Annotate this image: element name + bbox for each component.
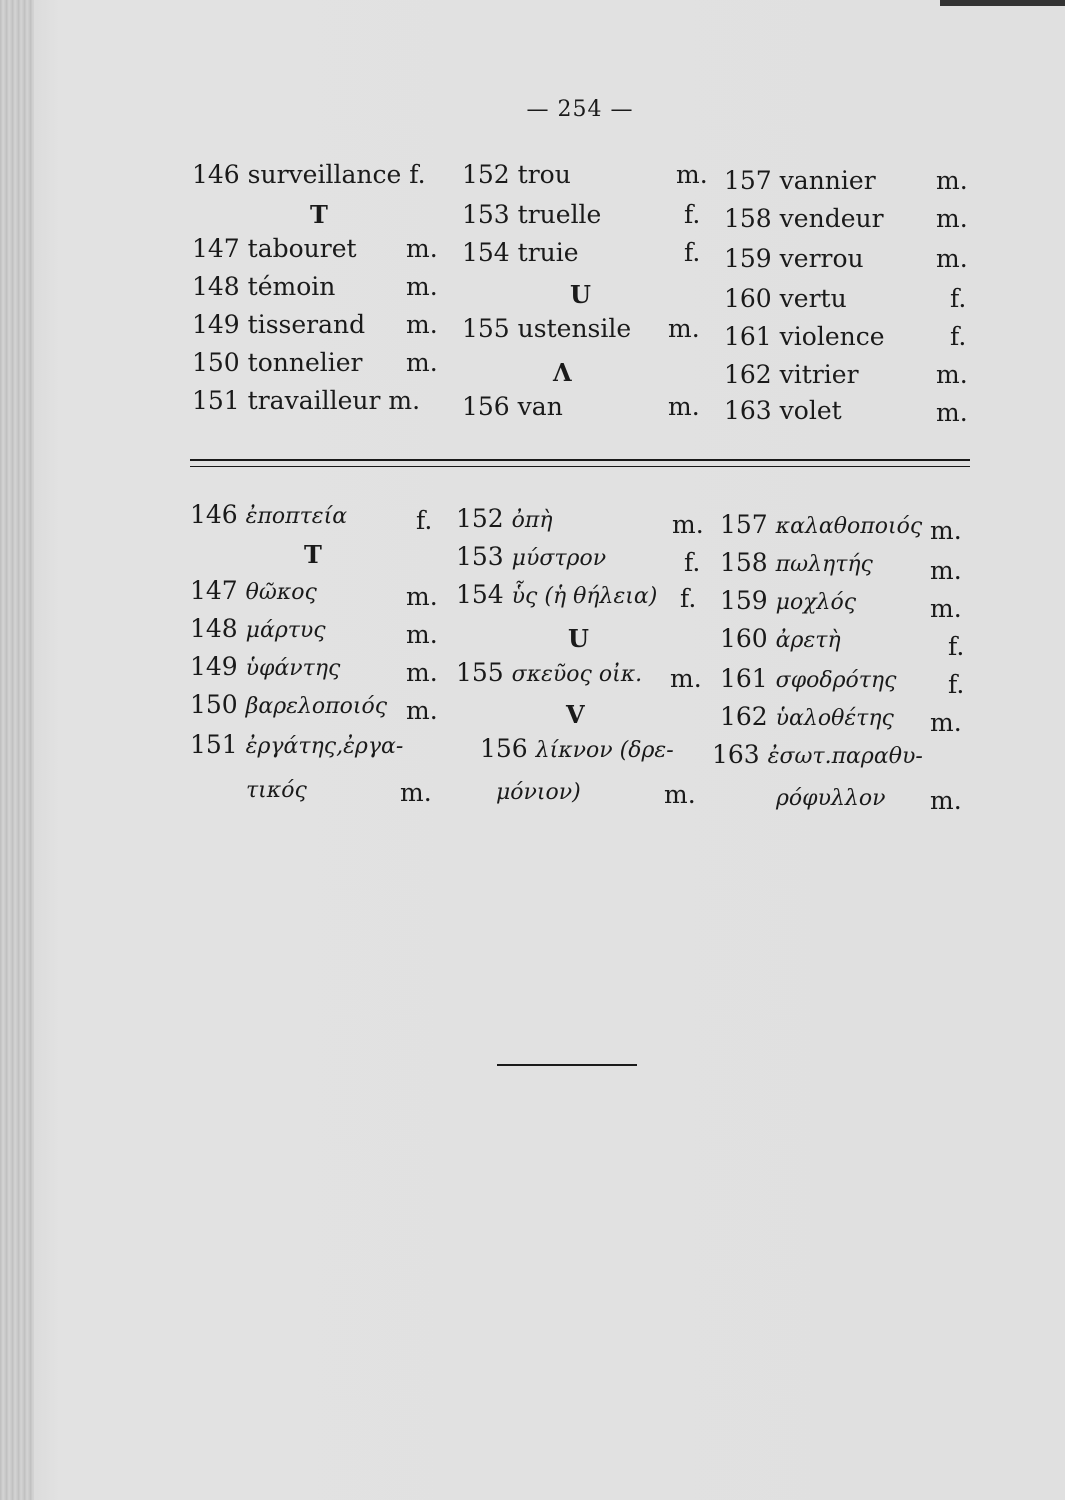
section-divider-bottom <box>190 466 970 467</box>
fr-gender-154: f. <box>684 238 701 267</box>
gr-gender-154: f. <box>680 584 697 613</box>
fr-gender-162: m. <box>936 360 968 389</box>
section-divider-top <box>190 459 970 461</box>
fr-entry-146: 146 surveillance f. <box>192 160 426 189</box>
fr-entry-162: 162 vitrier <box>724 360 859 389</box>
fr-entry-159: 159 verrou <box>724 244 864 273</box>
gr-gender-146: f. <box>416 506 433 535</box>
gr-gender-149: m. <box>406 658 438 687</box>
gr-entry-151-continued: τικός <box>246 778 307 803</box>
gr-gender-158: m. <box>930 556 962 585</box>
gr-entry-162: 162 ὑαλοθέτης <box>720 702 894 731</box>
page-number: — 254 — <box>526 97 634 122</box>
fr-entry-156: 156 van <box>462 392 563 421</box>
fr-gender-150: m. <box>406 348 438 377</box>
fr-gender-148: m. <box>406 272 438 301</box>
gr-section-letter-u: U <box>568 624 589 653</box>
gr-entry-146: 146 ἐποπτεία <box>190 500 348 529</box>
gr-gender-163: m. <box>930 786 962 815</box>
gr-entry-163-continued: ρόφυλλον <box>776 786 886 811</box>
fr-gender-156: m. <box>668 392 700 421</box>
gr-entry-154: 154 ὗς (ἡ θήλεια) <box>456 580 658 609</box>
gr-gender-148: m. <box>406 620 438 649</box>
scan-edge-mark <box>940 0 1065 6</box>
fr-section-letter-u: U <box>570 280 591 309</box>
fr-entry-151: 151 travailleur m. <box>192 386 421 415</box>
fr-entry-152: 152 trou <box>462 160 571 189</box>
gr-entry-161: 161 σφοδρότης <box>720 664 897 693</box>
gr-entry-159: 159 μοχλός <box>720 586 857 615</box>
gr-entry-148: 148 μάρτυς <box>190 614 326 643</box>
fr-entry-161: 161 violence <box>724 322 885 351</box>
gr-entry-151: 151 ἐργάτης,ἐργα- <box>190 730 404 759</box>
fr-entry-148: 148 témoin <box>192 272 336 301</box>
gr-gender-157: m. <box>930 516 962 545</box>
fr-gender-158: m. <box>936 204 968 233</box>
end-rule <box>497 1064 637 1066</box>
gr-entry-149: 149 ὑφάντης <box>190 652 341 681</box>
gr-entry-158: 158 πωλητής <box>720 548 873 577</box>
fr-entry-155: 155 ustensile <box>462 314 632 343</box>
gr-gender-152: m. <box>672 510 704 539</box>
fr-entry-153: 153 truelle <box>462 200 602 229</box>
fr-gender-155: m. <box>668 314 700 343</box>
fr-gender-161: f. <box>950 322 967 351</box>
fr-gender-159: m. <box>936 244 968 273</box>
fr-gender-153: f. <box>684 200 701 229</box>
fr-gender-147: m. <box>406 234 438 263</box>
gr-gender-151: m. <box>400 778 432 807</box>
gr-gender-155: m. <box>670 664 702 693</box>
fr-gender-152: m. <box>676 160 708 189</box>
gr-section-letter-t: T <box>304 540 322 569</box>
fr-entry-150: 150 tonnelier <box>192 348 363 377</box>
fr-entry-149: 149 tisserand <box>192 310 366 339</box>
fr-entry-163: 163 volet <box>724 396 842 425</box>
gr-gender-147: m. <box>406 582 438 611</box>
gr-gender-156: m. <box>664 780 696 809</box>
fr-gender-157: m. <box>936 166 968 195</box>
gr-entry-156-continued: μόνιον) <box>496 780 581 805</box>
gr-entry-156: 156 λίκνον (δρε- <box>480 734 674 763</box>
fr-entry-147: 147 tabouret <box>192 234 357 263</box>
gr-gender-161: f. <box>948 670 965 699</box>
gr-entry-150: 150 βαρελοποιός <box>190 690 388 719</box>
fr-gender-163: m. <box>936 398 968 427</box>
fr-entry-158: 158 vendeur <box>724 204 884 233</box>
gr-entry-163: 163 ἐσωτ.παραθυ- <box>712 740 923 769</box>
gr-gender-160: f. <box>948 632 965 661</box>
gr-gender-150: m. <box>406 696 438 725</box>
gr-entry-152: 152 ὀπὴ <box>456 504 553 533</box>
gr-entry-157: 157 καλαθοποιός <box>720 510 923 539</box>
fr-entry-154: 154 truie <box>462 238 579 267</box>
fr-entry-160: 160 vertu <box>724 284 847 313</box>
gr-entry-153: 153 μύστρον <box>456 542 607 571</box>
gr-entry-160: 160 ἀρετὴ <box>720 624 841 653</box>
book-spine-shadow <box>0 0 34 1500</box>
gr-gender-153: f. <box>684 548 701 577</box>
fr-entry-157: 157 vannier <box>724 166 876 195</box>
gr-entry-155: 155 σκεῦος οἰκ. <box>456 658 643 687</box>
gr-gender-162: m. <box>930 708 962 737</box>
gr-entry-147: 147 θῶκος <box>190 576 317 605</box>
fr-section-letter-t: T <box>310 200 328 229</box>
fr-gender-149: m. <box>406 310 438 339</box>
gr-section-letter-v: V <box>566 700 585 729</box>
fr-section-letter-v: Λ <box>553 358 572 387</box>
fr-gender-160: f. <box>950 284 967 313</box>
gr-gender-159: m. <box>930 594 962 623</box>
